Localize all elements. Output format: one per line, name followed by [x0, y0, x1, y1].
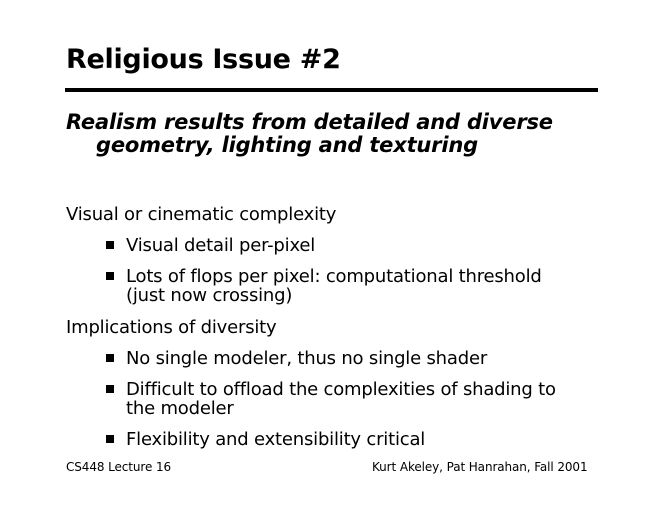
- slide-title: Religious Issue #2: [66, 44, 341, 75]
- bullet-item: [106, 267, 606, 305]
- bullet-item: [106, 380, 606, 418]
- footer-course: CS448 Lecture 16: [66, 460, 172, 474]
- square-bullet-icon: [106, 435, 114, 443]
- square-bullet-icon: [106, 354, 114, 362]
- footer-authors: Kurt Akeley, Pat Hanrahan, Fall 2001: [372, 460, 588, 474]
- slide-subtitle: [66, 111, 606, 157]
- square-bullet-icon: [106, 272, 114, 280]
- bullet-text: Difficult to offload the complexities of shading to: [126, 379, 556, 400]
- bullet-text-continued: the modeler: [126, 398, 234, 419]
- section-heading-visual-complexity: Visual or cinematic complexity: [66, 204, 337, 225]
- bullet-text-continued: (just now crossing): [126, 285, 293, 306]
- bullet-item: [106, 430, 606, 449]
- subtitle-line-2: geometry, lighting and texturing: [96, 133, 478, 157]
- bullet-item: [106, 236, 606, 255]
- square-bullet-icon: [106, 241, 114, 249]
- square-bullet-icon: [106, 385, 114, 393]
- bullet-item: [106, 349, 606, 368]
- bullet-text: Flexibility and extensibility critical: [126, 429, 426, 450]
- title-underline: [65, 88, 598, 92]
- bullet-text: Visual detail per-pixel: [126, 235, 316, 256]
- bullet-text: Lots of flops per pixel: computational threshold: [126, 266, 542, 287]
- section-heading-implications: Implications of diversity: [66, 317, 277, 338]
- subtitle-line-1: Realism results from detailed and diverse: [66, 110, 553, 134]
- bullet-text: No single modeler, thus no single shader: [126, 348, 488, 369]
